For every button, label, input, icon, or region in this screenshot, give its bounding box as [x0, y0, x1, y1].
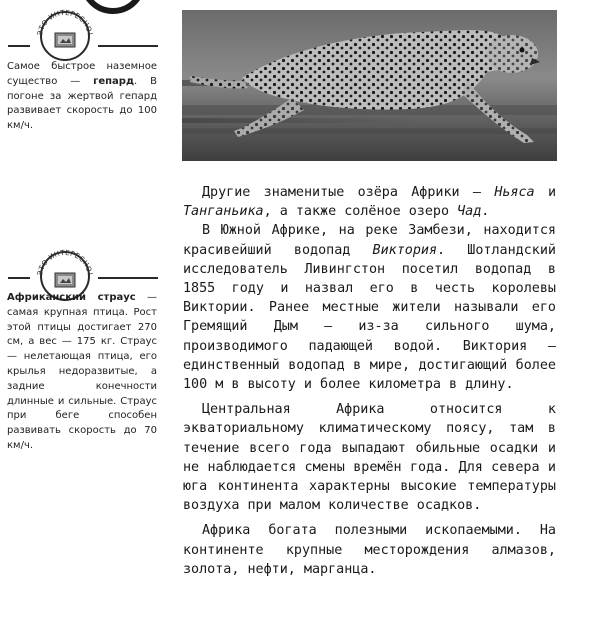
paragraph	[183, 183, 556, 221]
note-bold-term: Африканский страус	[7, 292, 136, 303]
badge-label: ЭТО ИНТЕРЕСНО!	[36, 8, 94, 37]
note-text: . В погоне за жертвой гепард развивает скорость до 100 км/ч.	[7, 75, 157, 132]
text-run: В Южной Африке, на реке Замбези, находится красивейший водопад	[183, 223, 556, 258]
italic-term: Ньяса	[494, 185, 535, 200]
text-run: .	[481, 204, 490, 220]
badge-label: ЭТО ИНТЕРЕСНО!	[36, 248, 94, 277]
divider-line	[8, 277, 30, 279]
text-run: и	[534, 185, 557, 200]
cheetah-photo	[182, 10, 557, 161]
fact-note-cheetah	[7, 60, 157, 134]
paragraph	[183, 221, 556, 394]
paragraph: Центральная Африка относится к экваториальному климатическому поясу, там в течение всего года выпадают обильные осадки и не наблюдается смены времён года. Для севера и юга континента характерны высокие температуры воздуха при малом количестве осадков.	[183, 402, 556, 514]
divider-line	[98, 277, 158, 279]
italic-term: Танганьика	[183, 204, 264, 220]
main-article-text	[183, 183, 556, 585]
note-bold-term: гепард	[93, 75, 135, 87]
paragraph: Африка богата полезными ископаемыми. На континенте крупные месторождения алмазов, золота, нефти, марганца.	[183, 523, 556, 577]
text-run: , а также солёное озеро	[263, 204, 458, 220]
italic-term: Чад	[457, 204, 482, 220]
divider-line	[98, 45, 158, 47]
fact-note-ostrich	[7, 291, 157, 454]
note-text: Самое быстрое наземное существо —	[7, 61, 157, 87]
text-run: Другие знаменитые озёра Африки —	[202, 185, 495, 200]
divider-line	[8, 45, 30, 47]
note-text: — самая крупная птица. Рост этой птицы достигает 270 см, а вес — 175 кг. Страус — нелетающая птица, его крылья недоразвитые, а задние конечности длинные и сильные. Страус при беге способен развивать скорость до 70 км/ч.	[7, 292, 157, 451]
text-run: . Шотландский исследователь Ливингстон посетил водопад в 1855 году и назвал его в честь королевы Виктории. Ранее местные жители называли его Гремящий Дым — из-за сильного шума, производимого падающей водой. Виктория — единственный водопад в мире, достигающий более 100 м в высоту и более километра в длину.	[183, 242, 556, 393]
italic-term: Виктория	[372, 242, 438, 258]
